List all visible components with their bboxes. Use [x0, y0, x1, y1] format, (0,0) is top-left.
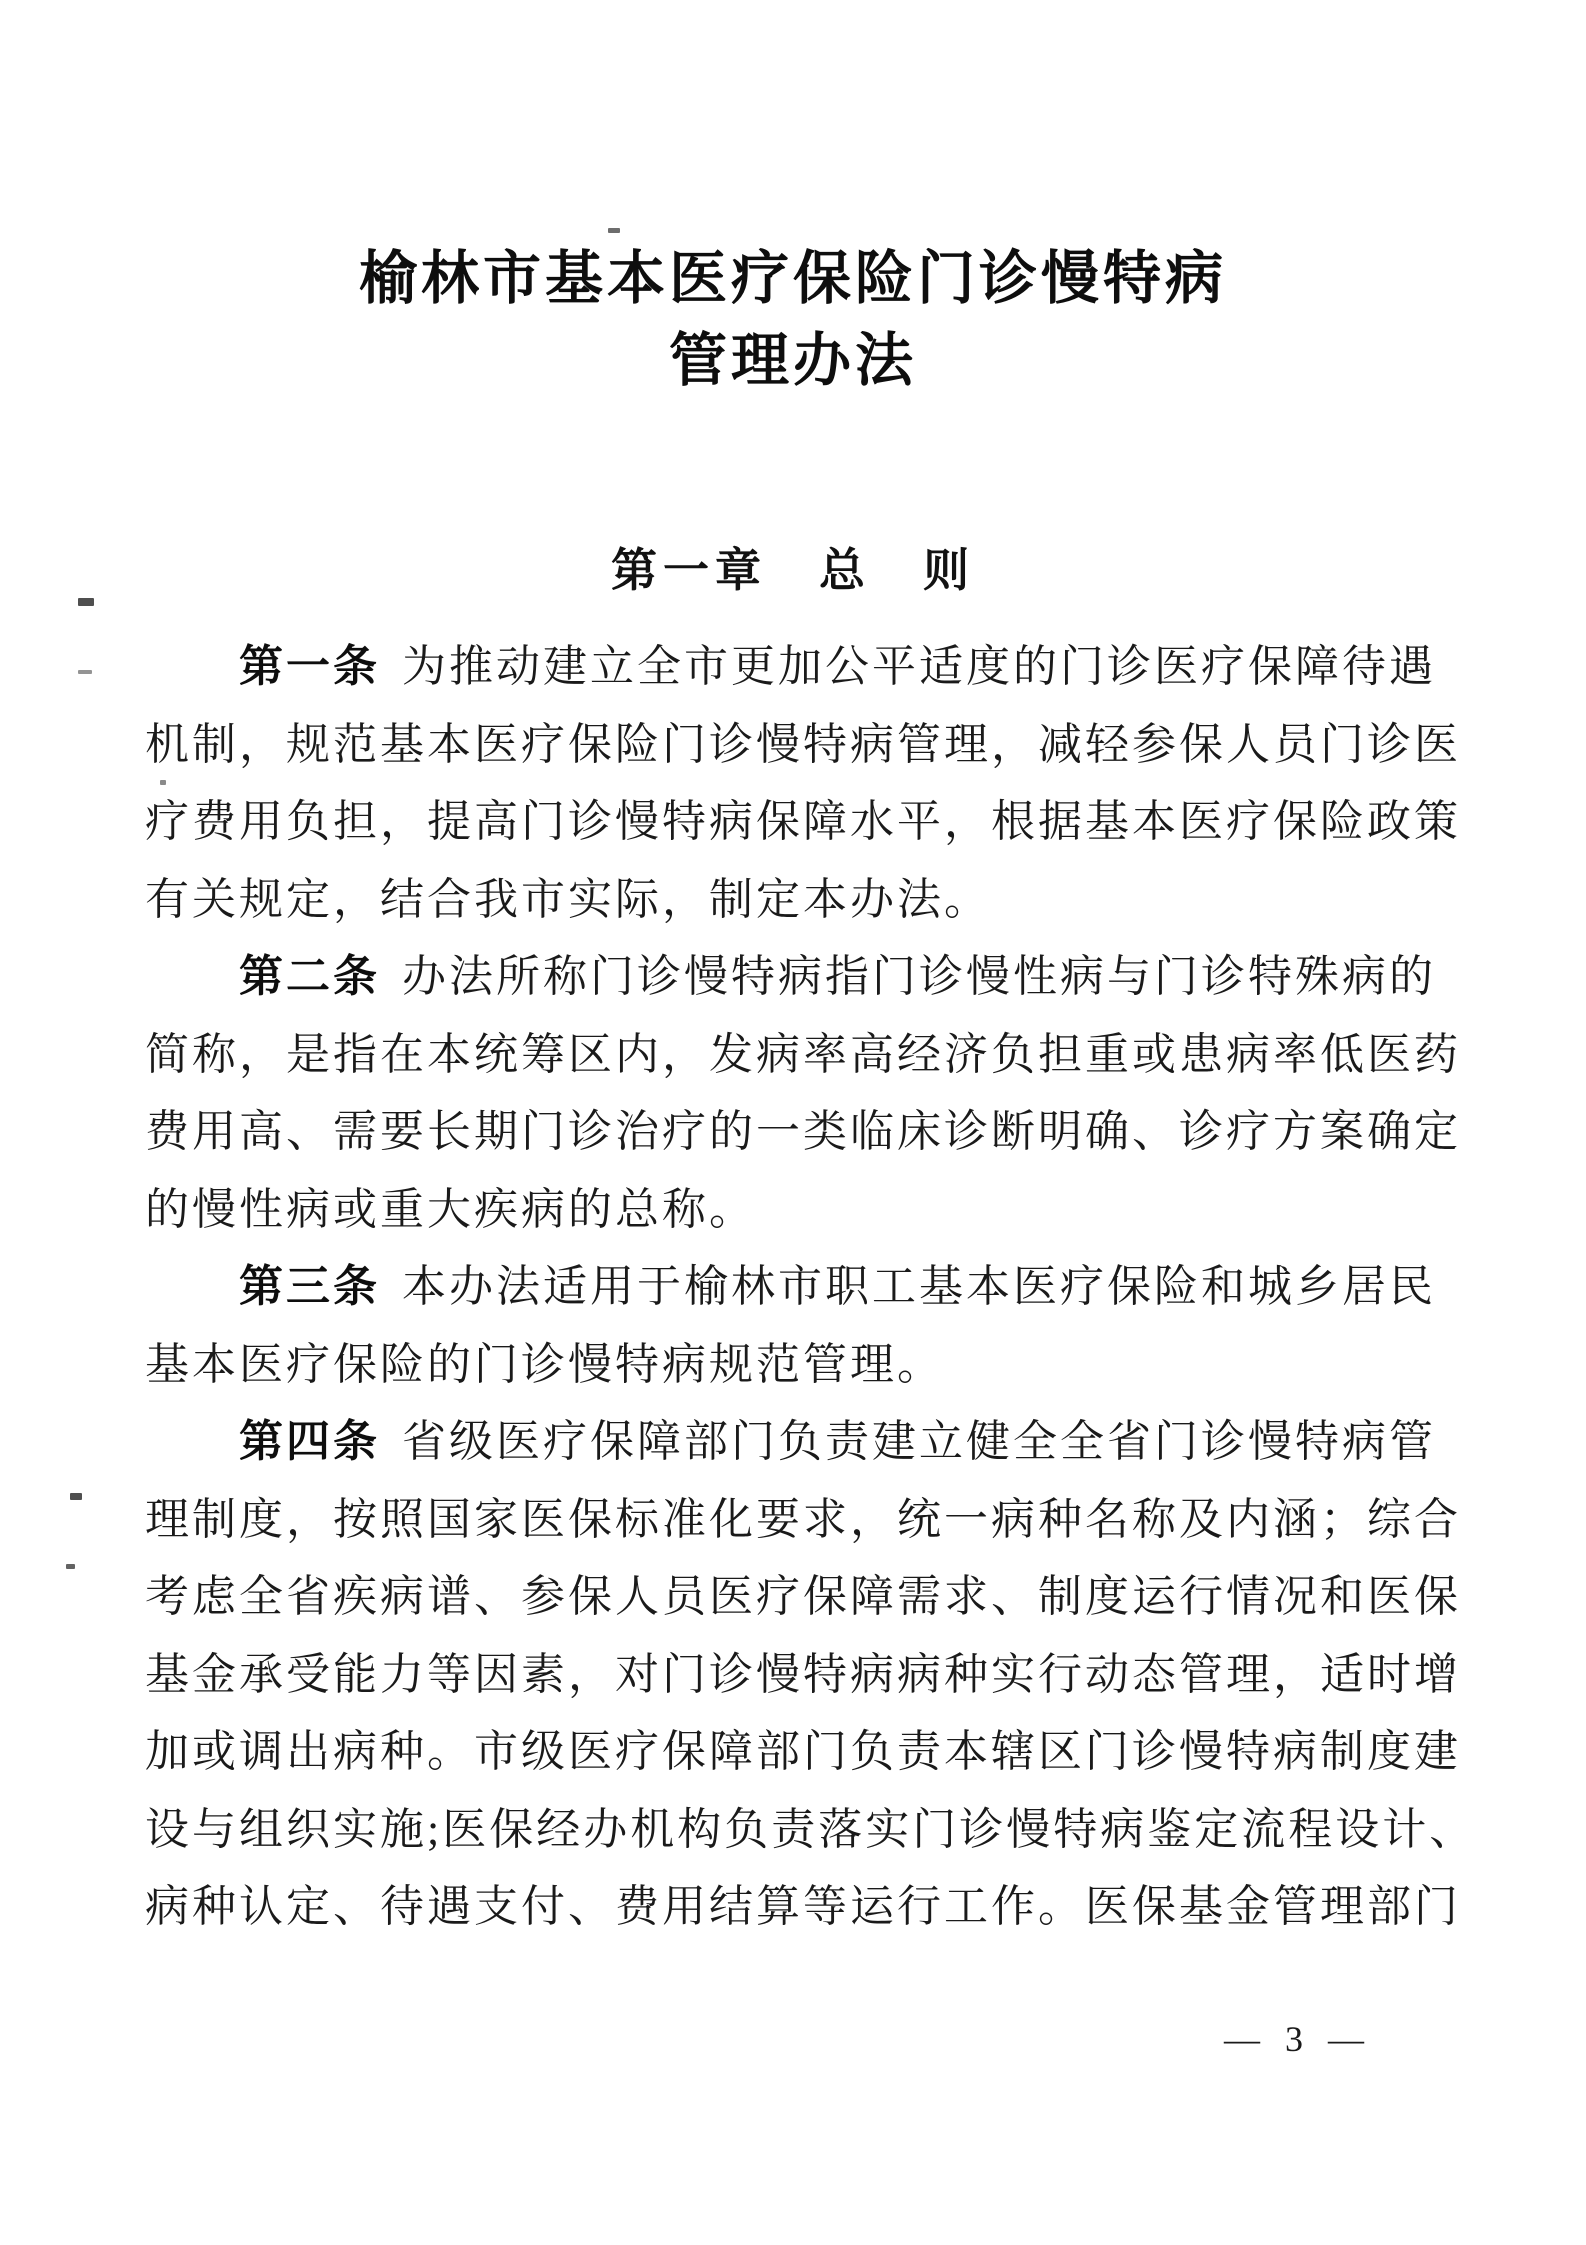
body-line [145, 1016, 1460, 1094]
document-body [145, 628, 1477, 1946]
body-line [145, 783, 1460, 861]
document-title-line1: 榆林市基本医疗保险门诊慢特病 [358, 246, 1227, 311]
body-line-text: 的慢性病或重大疾病的总称。 [145, 1184, 756, 1234]
body-line-text: 设与组织实施;医保经办机构负责落实门诊慢特病鉴定流程设计、 [145, 1804, 1477, 1854]
scan-speck [78, 670, 92, 674]
article-term: 第四条 [239, 1417, 380, 1466]
body-line [145, 1403, 1460, 1481]
body-line [145, 1171, 1460, 1249]
article-term: 第二条 [239, 952, 380, 1001]
document-title-line2: 管理办法 [668, 328, 917, 393]
scan-speck [66, 1564, 75, 1569]
body-line [145, 1558, 1460, 1636]
body-line-text: 基本医疗保险的门诊慢特病规范管理。 [145, 1339, 944, 1389]
body-line [145, 861, 1460, 939]
body-line [145, 1326, 1460, 1404]
body-line [145, 1791, 1477, 1869]
scan-speck [160, 780, 166, 785]
body-line [145, 706, 1460, 784]
body-line-text: 病种认定、待遇支付、费用结算等运行工作。医保基金管理部门 [145, 1882, 1461, 1931]
body-line [145, 1868, 1460, 1946]
body-line [145, 938, 1460, 1016]
chapter-heading: 第一章 总 则 [611, 544, 975, 596]
scan-speck [78, 598, 94, 606]
body-line [145, 1093, 1460, 1171]
body-line [145, 628, 1460, 706]
page-number: — 3 — [1224, 2019, 1372, 2059]
document-title [0, 238, 1586, 402]
body-line [145, 1248, 1460, 1326]
body-line-text: 简称，是指在本统筹区内，发病率高经济负担重或患病率低医药 [145, 1029, 1461, 1079]
body-line-text: 疗费用负担，提高门诊慢特病保障水平，根据基本医疗保险政策 [145, 797, 1461, 846]
article-term: 第三条 [239, 1262, 380, 1311]
body-line-text: 为推动建立全市更加公平适度的门诊医疗保障待遇 [402, 642, 1436, 691]
body-line-text: 理制度，按照国家医保标准化要求，统一病种名称及内涵；综合 [145, 1494, 1461, 1544]
body-line [145, 1713, 1460, 1791]
article-term: 第一条 [239, 642, 380, 691]
body-line-text: 费用高、需要长期门诊治疗的一类临床诊断明确、诊疗方案确定 [145, 1107, 1461, 1156]
body-line [145, 1481, 1460, 1559]
body-line-text: 基金承受能力等因素，对门诊慢特病病种实行动态管理，适时增 [145, 1649, 1461, 1699]
body-line-text: 省级医疗保障部门负责建立健全全省门诊慢特病管 [402, 1417, 1436, 1466]
body-line-text: 本办法适用于榆林市职工基本医疗保险和城乡居民 [402, 1262, 1436, 1311]
scan-speck [608, 228, 620, 233]
body-line-text: 办法所称门诊慢特病指门诊慢性病与门诊特殊病的 [402, 952, 1436, 1001]
body-line-text: 机制，规范基本医疗保险门诊慢特病管理，减轻参保人员门诊医 [145, 719, 1461, 769]
scan-speck [70, 1493, 82, 1500]
body-line-text: 有关规定，结合我市实际，制定本办法。 [145, 874, 991, 924]
body-line-text: 考虑全省疾病谱、参保人员医疗保障需求、制度运行情况和医保 [145, 1572, 1461, 1621]
body-line [145, 1636, 1460, 1714]
body-line-text: 加或调出病种。市级医疗保障部门负责本辖区门诊慢特病制度建 [145, 1727, 1461, 1776]
